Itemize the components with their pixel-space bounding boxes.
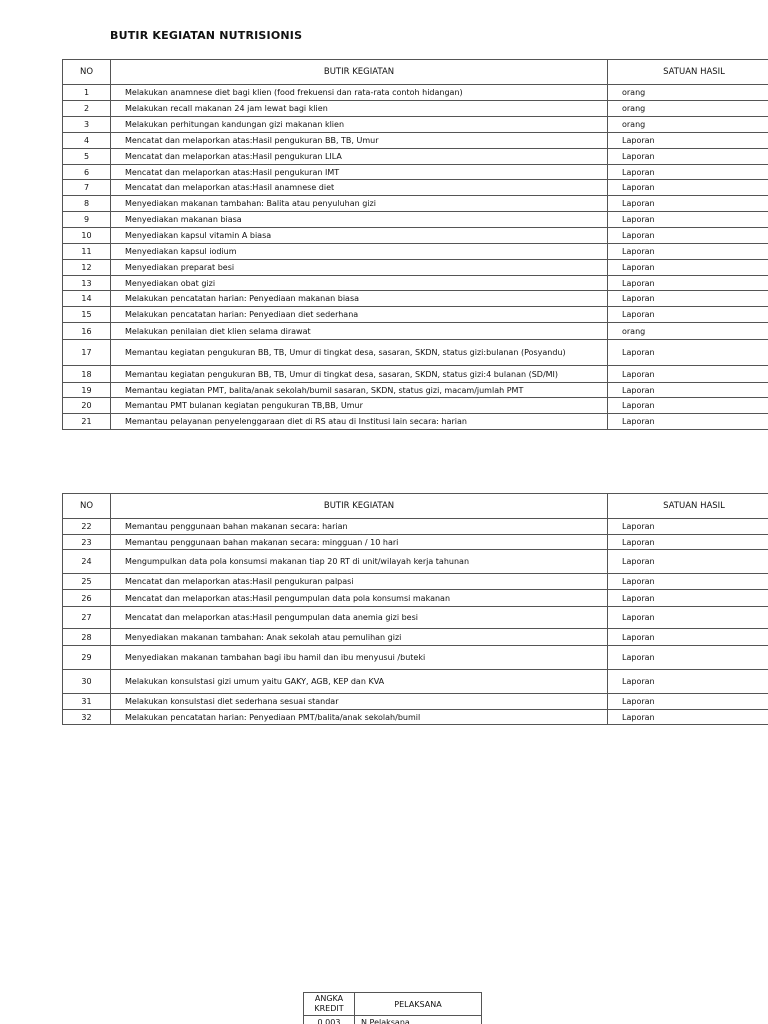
table-body xyxy=(63,85,768,430)
row-number: 32 xyxy=(63,710,111,725)
row-activity: Melakukan recall makanan 24 jam lewat bagi klien xyxy=(111,101,608,117)
row-unit: orang xyxy=(608,101,768,117)
row-activity: Menyediakan kapsul iodium xyxy=(111,244,608,260)
row-activity: Mencatat dan melaporkan atas:Hasil pengukuran IMT xyxy=(111,165,608,180)
row-activity: Mencatat dan melaporkan atas:Hasil anamnese diet xyxy=(111,180,608,196)
header-satuan-hasil: SATUAN HASIL xyxy=(608,60,768,85)
row-unit: Laporan xyxy=(608,276,768,291)
row-number: 31 xyxy=(63,694,111,710)
row-unit: Laporan xyxy=(608,590,768,607)
table-row xyxy=(63,323,768,340)
row-number: 4 xyxy=(63,133,111,149)
row-number: 20 xyxy=(63,398,111,414)
row-activity: Melakukan pencatatan harian: Penyediaan PMT/balita/anak sekolah/bumil xyxy=(111,710,608,725)
table-row xyxy=(63,101,768,117)
row-number: 5 xyxy=(63,149,111,165)
row-unit: Laporan xyxy=(608,398,768,414)
row-activity: Menyediakan obat gizi xyxy=(111,276,608,291)
header-kredit-label: KREDIT xyxy=(314,1004,344,1013)
table-row xyxy=(63,117,768,133)
table-row xyxy=(63,519,768,535)
row-number: 24 xyxy=(63,550,111,574)
table-row xyxy=(63,228,768,244)
row-number: 26 xyxy=(63,590,111,607)
table-row xyxy=(63,414,768,430)
row-activity: Menyediakan makanan tambahan: Anak sekolah atau pemulihan gizi xyxy=(111,629,608,646)
row-number: 19 xyxy=(63,383,111,398)
row-unit: Laporan xyxy=(608,149,768,165)
activity-table-2 xyxy=(62,493,768,725)
row-unit: Laporan xyxy=(608,535,768,550)
table-row xyxy=(63,276,768,291)
row-activity: Mengumpulkan data pola konsumsi makanan tiap 20 RT di unit/wilayah kerja tahunan xyxy=(111,550,608,574)
row-activity: Menyediakan preparat besi xyxy=(111,260,608,276)
header-pelaksana: PELAKSANA xyxy=(355,993,482,1016)
row-activity: Menyediakan makanan biasa xyxy=(111,212,608,228)
row-number: 6 xyxy=(63,165,111,180)
row-unit: Laporan xyxy=(608,291,768,307)
row-unit: Laporan xyxy=(608,244,768,260)
header-angka-kredit xyxy=(304,993,355,1016)
credit-row xyxy=(304,1016,482,1024)
row-activity: Mencatat dan melaporkan atas:Hasil pengukuran palpasi xyxy=(111,574,608,590)
row-activity: Menyediakan makanan tambahan bagi ibu hamil dan ibu menyusui /buteki xyxy=(111,646,608,670)
row-number: 18 xyxy=(63,366,111,383)
row-number: 16 xyxy=(63,323,111,340)
row-activity: Memantau pelayanan penyelenggaraan diet di RS atau di Institusi lain secara: harian xyxy=(111,414,608,430)
row-activity: Mencatat dan melaporkan atas:Hasil pengukuran LILA xyxy=(111,149,608,165)
row-number: 1 xyxy=(63,85,111,101)
row-unit: Laporan xyxy=(608,710,768,725)
row-unit: Laporan xyxy=(608,694,768,710)
row-number: 28 xyxy=(63,629,111,646)
row-activity: Mencatat dan melaporkan atas:Hasil pengumpulan data pola konsumsi makanan xyxy=(111,590,608,607)
table-row xyxy=(63,535,768,550)
row-unit: Laporan xyxy=(608,383,768,398)
row-number: 29 xyxy=(63,646,111,670)
table-row xyxy=(63,574,768,590)
row-activity: Melakukan penilaian diet klien selama dirawat xyxy=(111,323,608,340)
row-number: 23 xyxy=(63,535,111,550)
header-no: NO xyxy=(63,60,111,85)
row-activity: Melakukan anamnese diet bagi klien (food frekuensi dan rata-rata contoh hidangan) xyxy=(111,85,608,101)
row-unit: Laporan xyxy=(608,519,768,535)
row-number: 2 xyxy=(63,101,111,117)
row-unit: orang xyxy=(608,323,768,340)
row-number: 30 xyxy=(63,670,111,694)
row-number: 27 xyxy=(63,607,111,629)
row-unit: Laporan xyxy=(608,180,768,196)
row-number: 9 xyxy=(63,212,111,228)
row-activity: Memantau kegiatan PMT, balita/anak sekolah/bumil sasaran, SKDN, status gizi, macam/jumlah PMT xyxy=(111,383,608,398)
row-number: 8 xyxy=(63,196,111,212)
row-unit: Laporan xyxy=(608,629,768,646)
table-row xyxy=(63,670,768,694)
executor-value: N.Pelaksana xyxy=(355,1016,482,1024)
row-unit: Laporan xyxy=(608,607,768,629)
credit-value: 0.003 xyxy=(304,1016,355,1024)
row-number: 21 xyxy=(63,414,111,430)
row-number: 10 xyxy=(63,228,111,244)
table-header-row xyxy=(63,60,768,85)
table-row xyxy=(63,629,768,646)
page-title: BUTIR KEGIATAN NUTRISIONIS xyxy=(110,29,303,42)
row-unit: Laporan xyxy=(608,228,768,244)
table-row xyxy=(63,133,768,149)
row-activity: Melakukan konsulstasi diet sederhana sesuai standar xyxy=(111,694,608,710)
row-activity: Mencatat dan melaporkan atas:Hasil pengukuran BB, TB, Umur xyxy=(111,133,608,149)
row-activity: Menyediakan kapsul vitamin A biasa xyxy=(111,228,608,244)
row-unit: orang xyxy=(608,117,768,133)
row-unit: Laporan xyxy=(608,133,768,149)
row-unit: Laporan xyxy=(608,307,768,323)
row-unit: Laporan xyxy=(608,212,768,228)
table-row xyxy=(63,196,768,212)
table-row xyxy=(63,212,768,228)
row-number: 17 xyxy=(63,340,111,366)
table-row xyxy=(63,291,768,307)
row-number: 7 xyxy=(63,180,111,196)
table-row xyxy=(63,383,768,398)
table-row xyxy=(63,710,768,725)
row-activity: Melakukan pencatatan harian: Penyediaan diet sederhana xyxy=(111,307,608,323)
table-row xyxy=(63,85,768,101)
row-activity: Melakukan perhitungan kandungan gizi makanan klien xyxy=(111,117,608,133)
row-unit: Laporan xyxy=(608,646,768,670)
row-number: 13 xyxy=(63,276,111,291)
row-unit: Laporan xyxy=(608,260,768,276)
row-activity: Memantau penggunaan bahan makanan secara: harian xyxy=(111,519,608,535)
row-number: 15 xyxy=(63,307,111,323)
table-row xyxy=(63,340,768,366)
row-activity: Melakukan konsulstasi gizi umum yaitu GAKY, AGB, KEP dan KVA xyxy=(111,670,608,694)
table-row xyxy=(63,550,768,574)
row-unit: Laporan xyxy=(608,574,768,590)
table-row xyxy=(63,307,768,323)
row-number: 11 xyxy=(63,244,111,260)
row-unit: Laporan xyxy=(608,340,768,366)
credit-table xyxy=(303,992,482,1024)
row-unit: Laporan xyxy=(608,366,768,383)
row-number: 25 xyxy=(63,574,111,590)
row-number: 22 xyxy=(63,519,111,535)
header-angka-label: ANGKA xyxy=(314,994,344,1003)
table-header-row xyxy=(63,494,768,519)
row-activity: Menyediakan makanan tambahan: Balita atau penyuluhan gizi xyxy=(111,196,608,212)
table-row xyxy=(63,260,768,276)
row-unit: Laporan xyxy=(608,196,768,212)
table-row xyxy=(63,590,768,607)
activity-table-1 xyxy=(62,59,768,430)
table-row xyxy=(63,244,768,260)
row-activity: Melakukan pencatatan harian: Penyediaan makanan biasa xyxy=(111,291,608,307)
table-row xyxy=(63,165,768,180)
row-activity: Mencatat dan melaporkan atas:Hasil pengumpulan data anemia gizi besi xyxy=(111,607,608,629)
row-unit: Laporan xyxy=(608,414,768,430)
table-row xyxy=(63,149,768,165)
header-butir-kegiatan: BUTIR KEGIATAN xyxy=(111,494,608,519)
row-activity: Memantau kegiatan pengukuran BB, TB, Umur di tingkat desa, sasaran, SKDN, status gizi:bulanan (Posyandu) xyxy=(111,340,608,366)
table-row xyxy=(63,646,768,670)
table-row xyxy=(63,180,768,196)
header-satuan-hasil: SATUAN HASIL xyxy=(608,494,768,519)
table-body xyxy=(63,519,768,725)
row-activity: Memantau kegiatan pengukuran BB, TB, Umur di tingkat desa, sasaran, SKDN, status gizi:4 bulanan (SD/MI) xyxy=(111,366,608,383)
row-activity: Memantau PMT bulanan kegiatan pengukuran TB,BB, Umur xyxy=(111,398,608,414)
header-butir-kegiatan: BUTIR KEGIATAN xyxy=(111,60,608,85)
table-row xyxy=(63,366,768,383)
row-activity: Memantau penggunaan bahan makanan secara: mingguan / 10 hari xyxy=(111,535,608,550)
row-number: 14 xyxy=(63,291,111,307)
row-unit: Laporan xyxy=(608,550,768,574)
row-unit: Laporan xyxy=(608,670,768,694)
row-number: 3 xyxy=(63,117,111,133)
row-number: 12 xyxy=(63,260,111,276)
table-row xyxy=(63,398,768,414)
header-no: NO xyxy=(63,494,111,519)
row-unit: Laporan xyxy=(608,165,768,180)
table-row xyxy=(63,694,768,710)
row-unit: orang xyxy=(608,85,768,101)
table-row xyxy=(63,607,768,629)
